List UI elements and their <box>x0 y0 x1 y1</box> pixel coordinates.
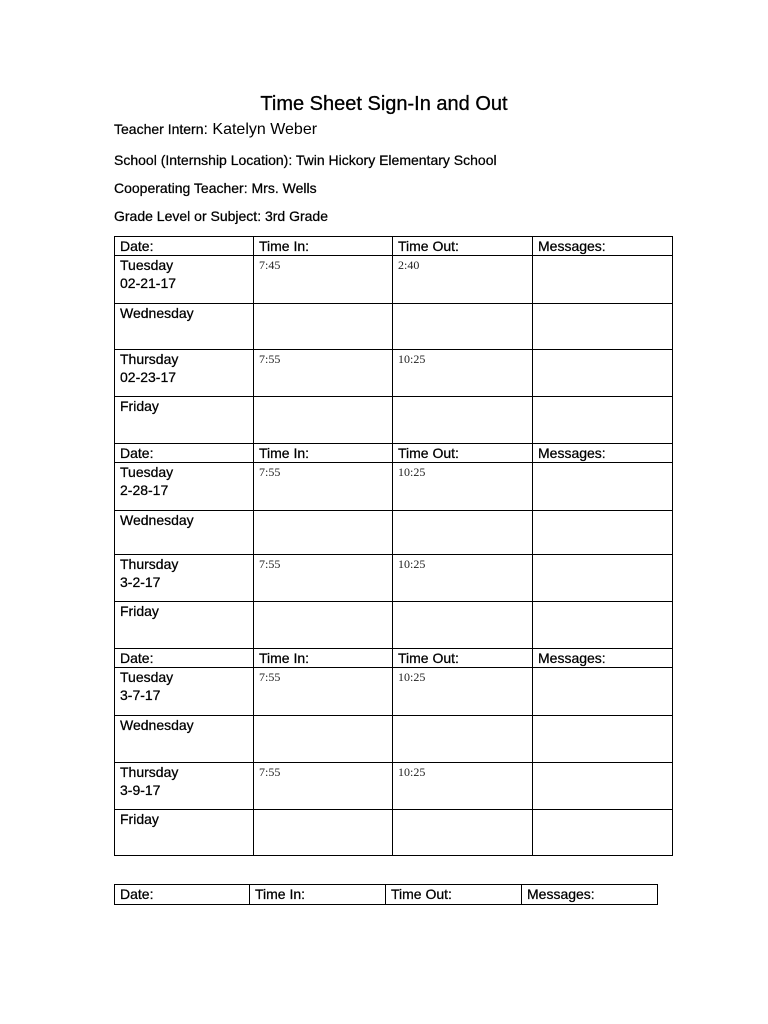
day-name: Thursday <box>120 764 179 780</box>
time-in-cell <box>254 810 393 856</box>
day-name: Tuesday <box>120 257 174 273</box>
time-out-cell: 10:25 <box>393 763 533 810</box>
time-out-cell <box>393 716 533 763</box>
time-in-cell: 7:55 <box>254 350 393 397</box>
header-time-in: Time In: <box>254 649 393 668</box>
table-row <box>115 763 673 810</box>
time-out-cell: 10:25 <box>393 668 533 716</box>
messages-cell <box>533 668 673 716</box>
time-in-cell: 7:45 <box>254 256 393 304</box>
header-messages: Messages: <box>533 649 673 668</box>
timesheet-table <box>114 236 673 856</box>
date-value: 02-23-17 <box>120 369 177 385</box>
table-row <box>115 810 673 856</box>
table-row <box>115 304 673 350</box>
header-time-out: Time Out: <box>393 444 533 463</box>
table-row <box>115 397 673 444</box>
intern-sep: : <box>203 121 208 138</box>
time-in-cell <box>254 304 393 350</box>
day-name: Thursday <box>120 351 179 367</box>
header-time-in: Time In: <box>254 237 393 256</box>
time-in-cell: 7:55 <box>254 763 393 810</box>
table-row <box>115 256 673 304</box>
table-row <box>115 668 673 716</box>
date-value: 3-2-17 <box>120 574 161 590</box>
date-cell <box>115 511 254 555</box>
intern-name: Katelyn Weber <box>207 121 318 138</box>
table-row <box>115 602 673 649</box>
date-cell <box>115 602 254 649</box>
time-out-cell: 10:25 <box>393 350 533 397</box>
time-in-cell <box>254 511 393 555</box>
time-out-cell: 10:25 <box>393 555 533 602</box>
day-name: Wednesday <box>120 512 194 528</box>
table-row <box>115 350 673 397</box>
header-time-out: Time Out: <box>393 237 533 256</box>
time-in-cell: 7:55 <box>254 555 393 602</box>
header-date: Date: <box>115 444 254 463</box>
date-value: 3-9-17 <box>120 782 161 798</box>
day-name: Wednesday <box>120 305 194 321</box>
date-value: 2-28-17 <box>120 482 169 498</box>
messages-cell <box>533 555 673 602</box>
cooperating-teacher-line: Cooperating Teacher: Mrs. Wells <box>114 180 317 196</box>
time-in-cell <box>254 397 393 444</box>
time-out-cell <box>393 397 533 444</box>
day-name: Tuesday <box>120 669 174 685</box>
time-out-cell <box>393 304 533 350</box>
time-in-cell <box>254 602 393 649</box>
teacher-intern-line <box>114 121 317 139</box>
header-date: Date: <box>115 649 254 668</box>
table-row <box>115 511 673 555</box>
messages-cell <box>533 397 673 444</box>
time-out-cell: 2:40 <box>393 256 533 304</box>
table-row <box>115 716 673 763</box>
date-value: 3-7-17 <box>120 687 161 703</box>
header-time-out: Time Out: <box>386 885 522 905</box>
footer-header-row <box>115 885 658 905</box>
date-cell <box>115 716 254 763</box>
time-out-cell <box>393 602 533 649</box>
page-title: Time Sheet Sign-In and Out <box>260 93 508 115</box>
date-cell <box>115 668 254 716</box>
table-row <box>115 555 673 602</box>
date-value: 02-21-17 <box>120 275 177 291</box>
messages-cell <box>533 716 673 763</box>
messages-cell <box>533 511 673 555</box>
messages-cell <box>533 810 673 856</box>
header-row <box>115 237 673 256</box>
date-cell <box>115 397 254 444</box>
time-out-cell <box>393 511 533 555</box>
school-line: School (Internship Location): Twin Hickory Elementary School <box>114 152 497 168</box>
header-time-in: Time In: <box>254 444 393 463</box>
timesheet-footer-table <box>114 884 658 905</box>
intern-label: Teacher Intern <box>114 121 204 137</box>
date-cell <box>115 256 254 304</box>
header-row <box>115 649 673 668</box>
messages-cell <box>533 350 673 397</box>
time-in-cell: 7:55 <box>254 668 393 716</box>
header-messages: Messages: <box>533 237 673 256</box>
header-messages: Messages: <box>533 444 673 463</box>
date-cell <box>115 810 254 856</box>
header-messages: Messages: <box>522 885 658 905</box>
day-name: Friday <box>120 603 159 619</box>
header-date: Date: <box>115 885 250 905</box>
date-cell <box>115 763 254 810</box>
day-name: Tuesday <box>120 464 174 480</box>
date-cell <box>115 304 254 350</box>
messages-cell <box>533 463 673 511</box>
time-in-cell <box>254 716 393 763</box>
date-cell <box>115 463 254 511</box>
messages-cell <box>533 256 673 304</box>
grade-line: Grade Level or Subject: 3rd Grade <box>114 208 329 224</box>
messages-cell <box>533 763 673 810</box>
day-name: Thursday <box>120 556 179 572</box>
time-out-cell: 10:25 <box>393 463 533 511</box>
messages-cell <box>533 602 673 649</box>
header-row <box>115 444 673 463</box>
date-cell <box>115 555 254 602</box>
date-cell <box>115 350 254 397</box>
day-name: Friday <box>120 398 159 414</box>
time-out-cell <box>393 810 533 856</box>
header-time-out: Time Out: <box>393 649 533 668</box>
day-name: Friday <box>120 811 159 827</box>
messages-cell <box>533 304 673 350</box>
day-name: Wednesday <box>120 717 194 733</box>
header-time-in: Time In: <box>250 885 386 905</box>
header-date: Date: <box>115 237 254 256</box>
table-row <box>115 463 673 511</box>
time-in-cell: 7:55 <box>254 463 393 511</box>
